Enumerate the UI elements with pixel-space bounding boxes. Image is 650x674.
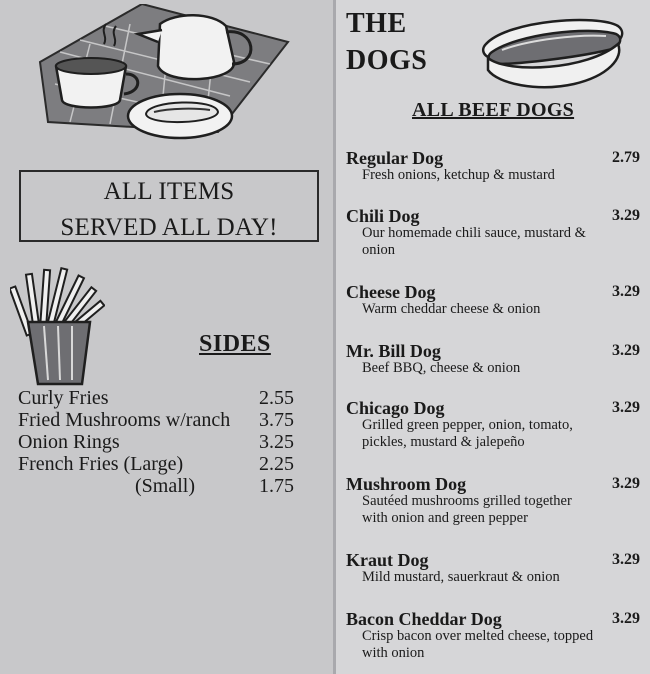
dogs-heading-line-2: DOGS (346, 45, 428, 76)
side-item (18, 475, 294, 497)
menu-fold-divider (333, 0, 336, 674)
sides-heading: SIDES (199, 331, 271, 357)
dogs-heading-line-1: THE (346, 8, 407, 39)
dogs-heading (346, 5, 427, 79)
side-item-price: 3.25 (259, 431, 294, 453)
banner-line-1: ALL ITEMS (103, 178, 235, 205)
dog-item-name: Cheese Dog (346, 282, 436, 302)
side-item-name: Onion Rings (18, 431, 120, 453)
dog-item-name: Mr. Bill Dog (346, 341, 441, 361)
dog-item-name: Kraut Dog (346, 550, 429, 570)
dog-item-description: Mild mustard, sauerkraut & onion (362, 569, 560, 585)
side-item-price: 3.75 (259, 409, 294, 431)
dog-menu-item (346, 206, 640, 259)
hotdog-clipart-icon (478, 14, 628, 92)
served-all-day-banner (19, 170, 319, 242)
side-item (18, 431, 294, 453)
dog-item-description: Beef BBQ, cheese & onion (362, 360, 521, 376)
all-beef-dogs-subheading: ALL BEEF DOGS (412, 99, 575, 121)
dog-item-description: Fresh onions, ketchup & mustard (362, 167, 555, 183)
side-item (18, 387, 294, 409)
dog-item-description: Grilled green pepper, onion, tomato, pickles, mustard & jalepeño (362, 417, 573, 450)
dog-item-description: Warm cheddar cheese & onion (362, 301, 541, 317)
sides-list (18, 387, 294, 497)
dog-item-price: 2.79 (612, 149, 640, 166)
dog-menu-item (346, 282, 640, 318)
fries-clipart-icon (10, 266, 105, 386)
banner-line-2: SERVED ALL DAY! (60, 214, 278, 241)
dog-item-price: 3.29 (612, 342, 640, 359)
dog-item-name: Chicago Dog (346, 398, 445, 418)
side-item (18, 453, 294, 475)
side-item-name: (Small) (135, 475, 195, 497)
dog-item-description: Sautéed mushrooms grilled together with onion and green pepper (362, 493, 572, 526)
dog-menu-item (346, 609, 640, 662)
picnic-clipart-icon (20, 4, 292, 164)
dog-menu-item (346, 474, 640, 527)
dog-item-price: 3.29 (612, 551, 640, 568)
side-item-price: 2.55 (259, 387, 294, 409)
dog-item-description: Crisp bacon over melted cheese, topped with onion (362, 628, 594, 661)
dog-item-price: 3.29 (612, 475, 640, 492)
dog-item-price: 3.29 (612, 399, 640, 416)
side-item-name: Fried Mushrooms w/ranch (18, 409, 231, 431)
dog-item-name: Mushroom Dog (346, 474, 467, 494)
side-item-price: 1.75 (259, 475, 294, 497)
side-item-name: Curly Fries (18, 387, 109, 409)
dog-item-description: Our homemade chili sauce, mustard & onion (362, 225, 586, 258)
dog-menu-item (346, 398, 640, 451)
dog-menu-item (346, 341, 640, 377)
dog-item-name: Bacon Cheddar Dog (346, 609, 502, 629)
dog-item-price: 3.29 (612, 610, 640, 627)
dog-item-name: Regular Dog (346, 148, 444, 168)
dog-item-name: Chili Dog (346, 206, 420, 226)
side-item-name: French Fries (Large) (18, 453, 184, 475)
dog-item-price: 3.29 (612, 283, 640, 300)
side-item-price: 2.25 (259, 453, 294, 475)
side-item (18, 409, 294, 431)
dog-menu-item (346, 148, 640, 184)
dog-item-price: 3.29 (612, 207, 640, 224)
dog-menu-item (346, 550, 640, 586)
